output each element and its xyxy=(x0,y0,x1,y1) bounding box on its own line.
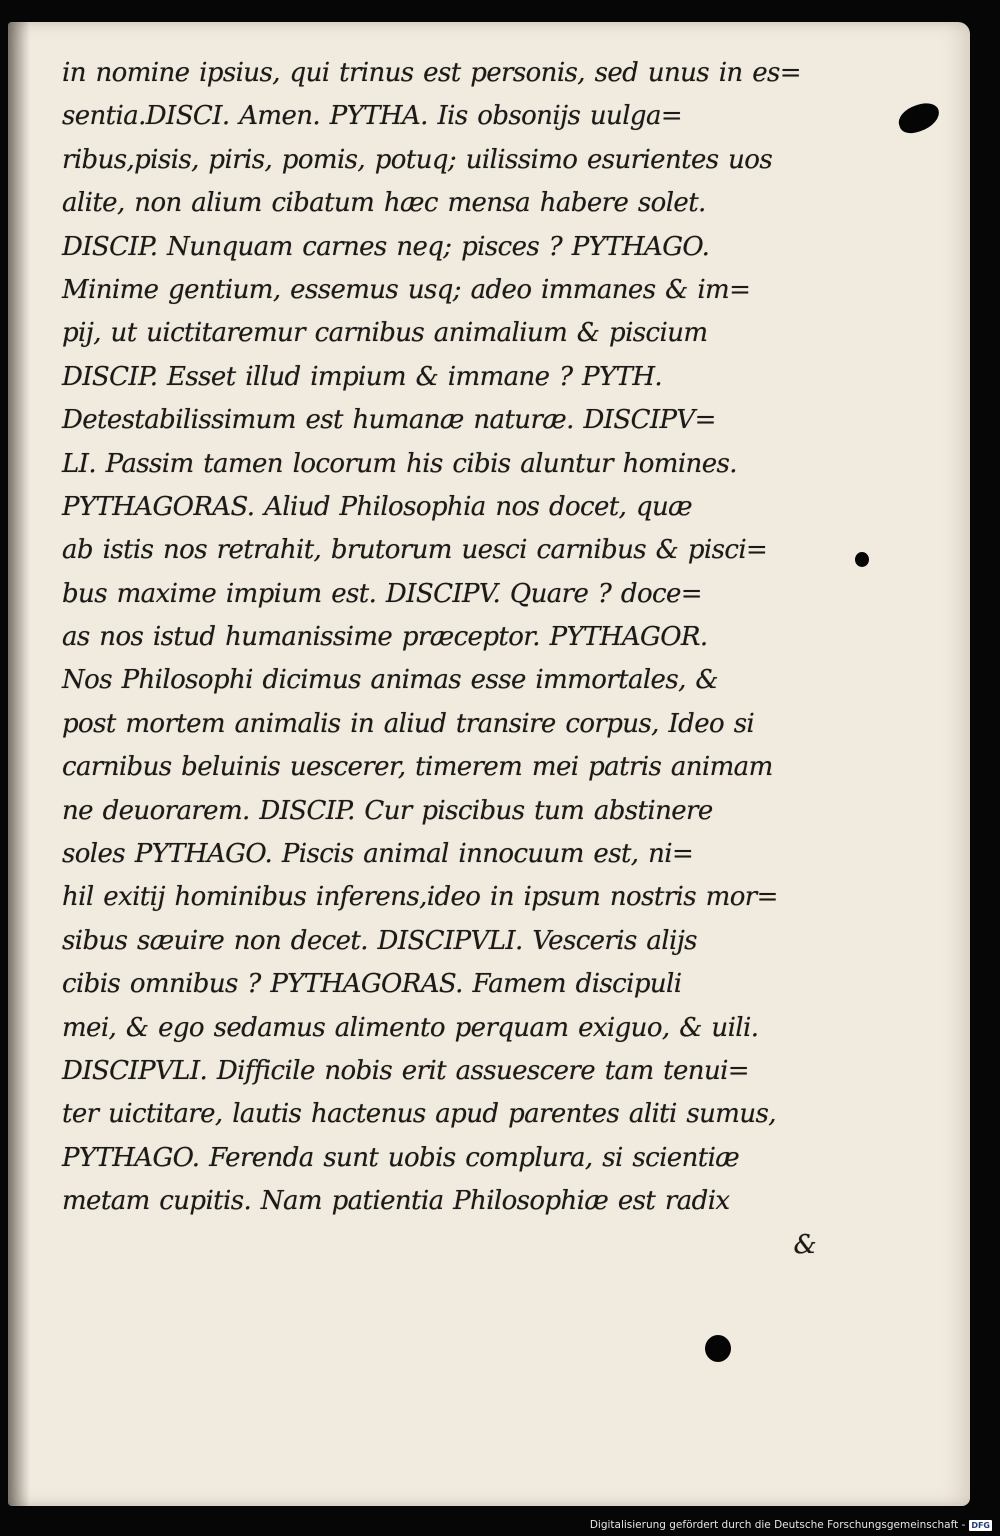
text-line: PYTHAGO. Ferenda sunt uobis complura, si scientiæ xyxy=(62,1142,740,1173)
text-line: PYTHAGORAS. Aliud Philosophia nos docet, quæ xyxy=(62,491,693,522)
text-line: Nos Philosophi dicimus animas esse immortales, & xyxy=(62,665,718,696)
text-line: ab istis nos retrahit, brutorum uesci carnibus & pisci= xyxy=(62,535,768,566)
text-line: Detestabilissimum est humanæ naturæ. DISCIPV= xyxy=(62,405,716,436)
book-page xyxy=(8,22,970,1506)
text-line: metam cupitis. Nam patientia Philosophiæ est radix xyxy=(62,1186,730,1217)
ink-blot xyxy=(895,99,943,137)
text-line: DISCIP. Esset illud impium & immane ? PYTH. xyxy=(62,361,663,392)
text-line: ribus,pisis, piris, pomis, potuq; uilissimo esurientes uos xyxy=(62,144,773,175)
text-line: pij, ut uictitaremur carnibus animalium & piscium xyxy=(62,318,708,349)
text-line: in nomine ipsius, qui trinus est personis, sed unus in es= xyxy=(62,58,801,88)
catchword: & xyxy=(793,1229,816,1260)
digitization-footer xyxy=(590,1518,992,1532)
text-line: ter uictitare, lautis hactenus apud parentes aliti sumus, xyxy=(62,1099,776,1130)
text-line: sibus sæuire non decet. DISCIPVLI. Vesceris alijs xyxy=(62,925,697,956)
text-line: DISCIP. Nunquam carnes neq; pisces ? PYTHAGO. xyxy=(62,231,710,262)
text-line: as nos istud humanissime præceptor. PYTHAGOR. xyxy=(62,622,708,653)
text-line: cibis omnibus ? PYTHAGORAS. Famem discipuli xyxy=(62,969,682,1000)
text-line: mei, & ego sedamus alimento perquam exiguo, & uili. xyxy=(62,1012,759,1043)
text-line: alite, non alium cibatum hæc mensa habere solet. xyxy=(62,188,706,219)
text-line: post mortem animalis in aliud transire corpus, Ideo si xyxy=(62,708,755,739)
text-line: carnibus beluinis uescerer, timerem mei patris animam xyxy=(62,752,773,783)
page-text xyxy=(62,52,822,1267)
ink-dot xyxy=(705,1335,731,1362)
text-line: ne deuorarem. DISCIP. Cur piscibus tum abstinere xyxy=(62,795,713,826)
text-line: sentia.DISCI. Amen. PYTHA. Iis obsonijs uulga= xyxy=(62,101,683,132)
funding-credit: Digitalisierung gefördert durch die Deutsche Forschungsgemeinschaft - xyxy=(589,1519,966,1531)
text-line: LI. Passim tamen locorum his cibis aluntur homines. xyxy=(62,448,737,479)
text-line: soles PYTHAGO. Piscis animal innocuum est, ni= xyxy=(62,839,694,870)
text-line: Minime gentium, essemus usq; adeo immanes & im= xyxy=(62,274,751,305)
ink-dot xyxy=(855,552,869,567)
text-line: hil exitij hominibus inferens,ideo in ipsum nostris mor= xyxy=(62,882,778,913)
text-line: DISCIPVLI. Difficile nobis erit assuescere tam tenui= xyxy=(62,1055,749,1086)
text-line: bus maxime impium est. DISCIPV. Quare ? doce= xyxy=(62,578,702,609)
dfg-logo: DFG xyxy=(971,1520,990,1530)
